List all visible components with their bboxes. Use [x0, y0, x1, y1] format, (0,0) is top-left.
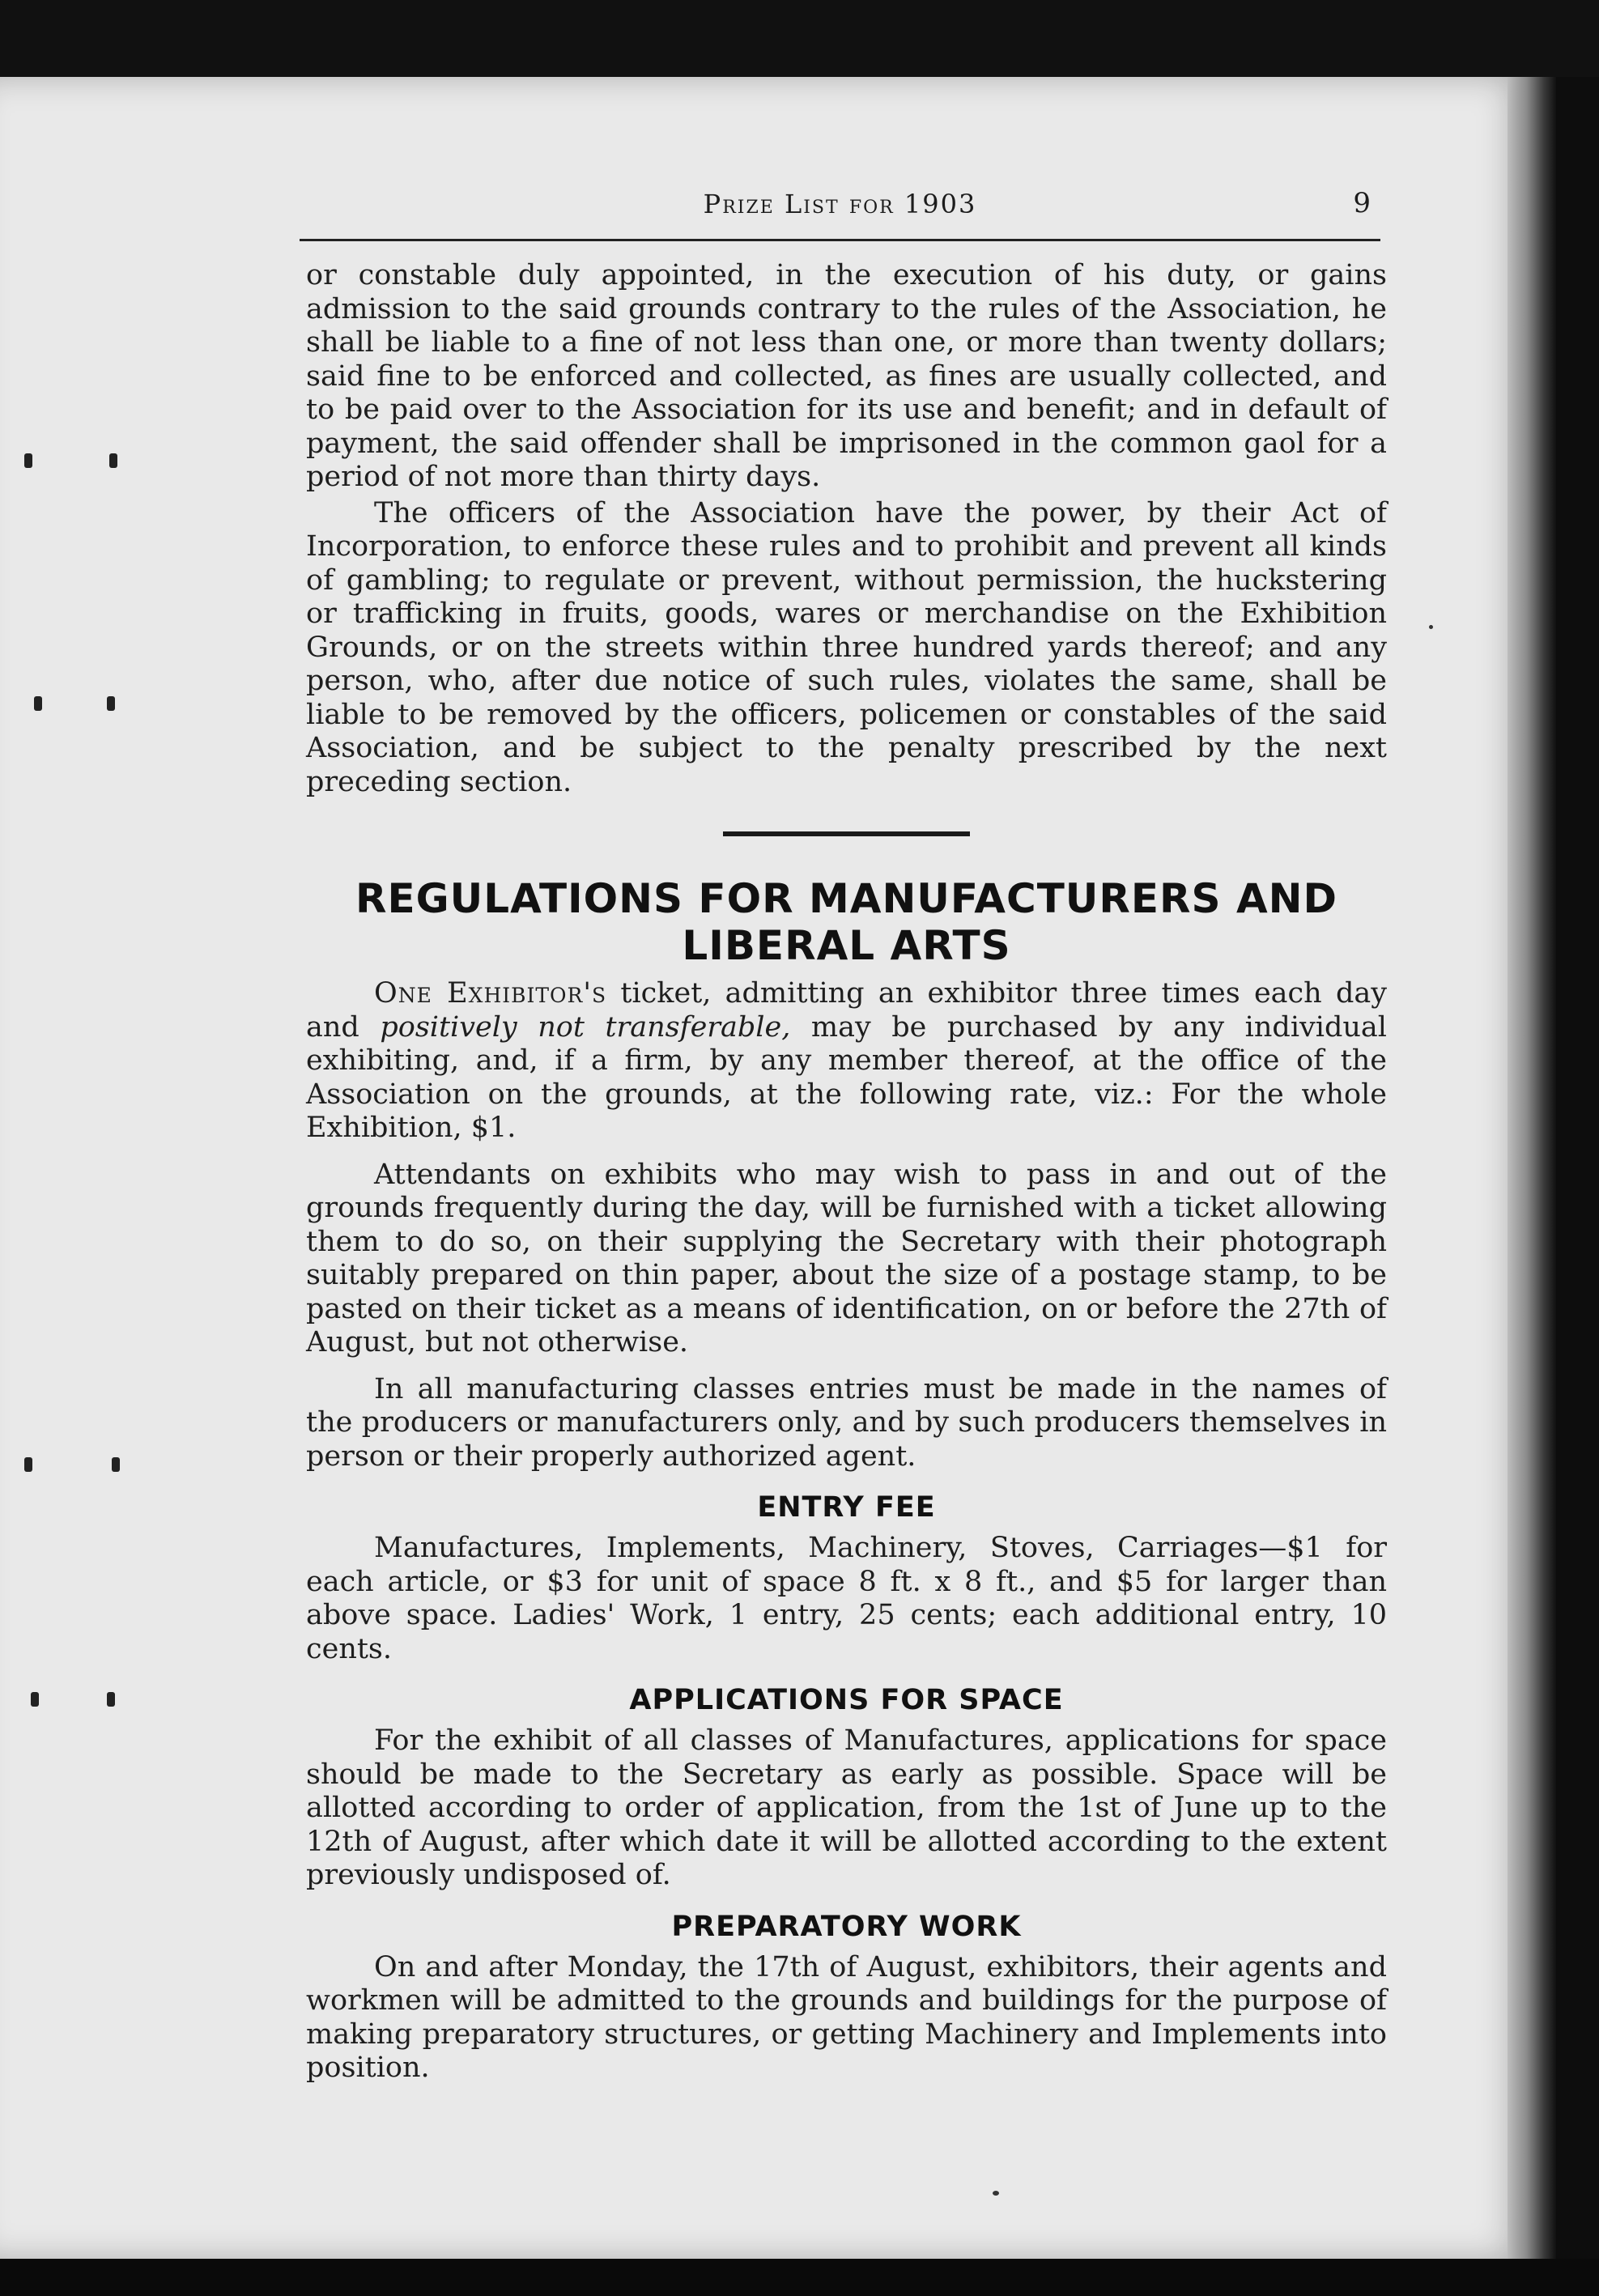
binding-mark	[31, 1692, 39, 1707]
page-edge-shadow	[1508, 77, 1556, 2259]
applications-heading: APPLICATIONS FOR SPACE	[629, 1684, 1064, 1716]
binding-mark	[24, 1457, 32, 1472]
page-number: 9	[1353, 187, 1371, 219]
page-body	[306, 259, 1387, 2086]
binding-marks	[16, 453, 130, 1830]
preparatory-work-heading: PREPARATORY WORK	[671, 1910, 1022, 1943]
binding-mark	[112, 1457, 120, 1472]
entry-fee-heading: ENTRY FEE	[757, 1491, 936, 1524]
scan-background-top	[0, 0, 1599, 77]
exhibitor-ticket-text: ticket, admitting an exhibitor three times each day and	[306, 977, 1387, 1044]
preparatory-work-paragraph: On and after Monday, the 17th of August, exhibitors, their agents and workmen will be admitted to the grounds and buildings for the purpose of making preparatory structures, or getting Machinery and Implements into position.	[306, 1950, 1387, 2084]
section-divider	[723, 831, 970, 836]
officers-paragraph: The officers of the Association have the power, by their Act of Incorporation, to enforce these rules and to prohibit and prevent all kinds of gambling; to regulate or prevent, without permission, the huckstering or trafficking in fruits, goods, wares or merchandise on the Exhibition Grounds, or on the streets within three hundred yards thereof; and any person, who, after due notice of such rules, violates the same, shall be liable to be removed by the officers, policemen or constables of the said Association, and be subject to the penalty prescribed by the next preceding section.	[306, 496, 1387, 798]
page-header	[300, 182, 1380, 241]
scan-speck	[993, 2191, 999, 2196]
exhibitor-ticket-text-continued: may be purchased by any individual exhibiting, and, if a firm, by any member thereof, at the office of the Association on the grounds, at the following rate, viz.: For the whole Exhibition, $1.	[306, 1010, 1387, 1144]
binding-mark	[107, 696, 115, 711]
not-transferable-emphasis: positively not transferable,	[380, 1010, 791, 1044]
exhibitor-ticket-paragraph	[306, 977, 1387, 1146]
running-head: Prize List for 1903	[703, 189, 977, 219]
binding-mark	[34, 696, 42, 711]
entry-fee-paragraph: Manufactures, Implements, Machinery, Stoves, Carriages—$1 for each article, or $3 for unit of space 8 ft. x 8 ft., and $5 for larger than above space. Ladies' Work, 1 entry, 25 cents; each additional entry, 10 cents.	[306, 1532, 1387, 1665]
binding-mark	[107, 1692, 115, 1707]
regulations-heading: REGULATIONS FOR MANUFACTURERS AND LIBERAL ARTS	[355, 875, 1338, 969]
entries-paragraph: In all manufacturing classes entries must be made in the names of the producers or manufacturers only, and by such producers themselves in person or their properly authorized agent.	[306, 1372, 1387, 1473]
applications-paragraph: For the exhibit of all classes of Manufactures, applications for space should be made to the Secretary as early as possible. Space will be allotted according to order of application, from the 1st of June up to the 12th of August, after which date it will be allotted according to the extent previously undisposed of.	[306, 1724, 1387, 1891]
scan-speck	[1429, 625, 1433, 629]
continuation-paragraph: or constable duly appointed, in the execution of his duty, or gains admission to the said grounds contrary to the rules of the Association, he shall be liable to a fine of not less than one, or more than twenty dollars; said fine to be enforced and collected, as fines are usually collected, and to be paid over to the Association for its use and benefit; and in default of payment, the said offender shall be imprisoned in the common gaol for a period of not more than thirty days.	[306, 259, 1387, 493]
binding-mark	[24, 453, 32, 468]
binding-mark	[109, 453, 117, 468]
attendants-paragraph: Attendants on exhibits who may wish to pass in and out of the grounds frequently during the day, will be furnished with a ticket allowing them to do so, on their supplying the Secretary with their photograph suitably prepared on thin paper, about the size of a postage stamp, to be pasted on their ticket as a means of identification, on or before the 27th of August, but not otherwise.	[306, 1158, 1387, 1358]
exhibitor-ticket-lead: One Exhibitor's	[374, 977, 607, 1010]
scan-background-bottom	[0, 2259, 1599, 2296]
